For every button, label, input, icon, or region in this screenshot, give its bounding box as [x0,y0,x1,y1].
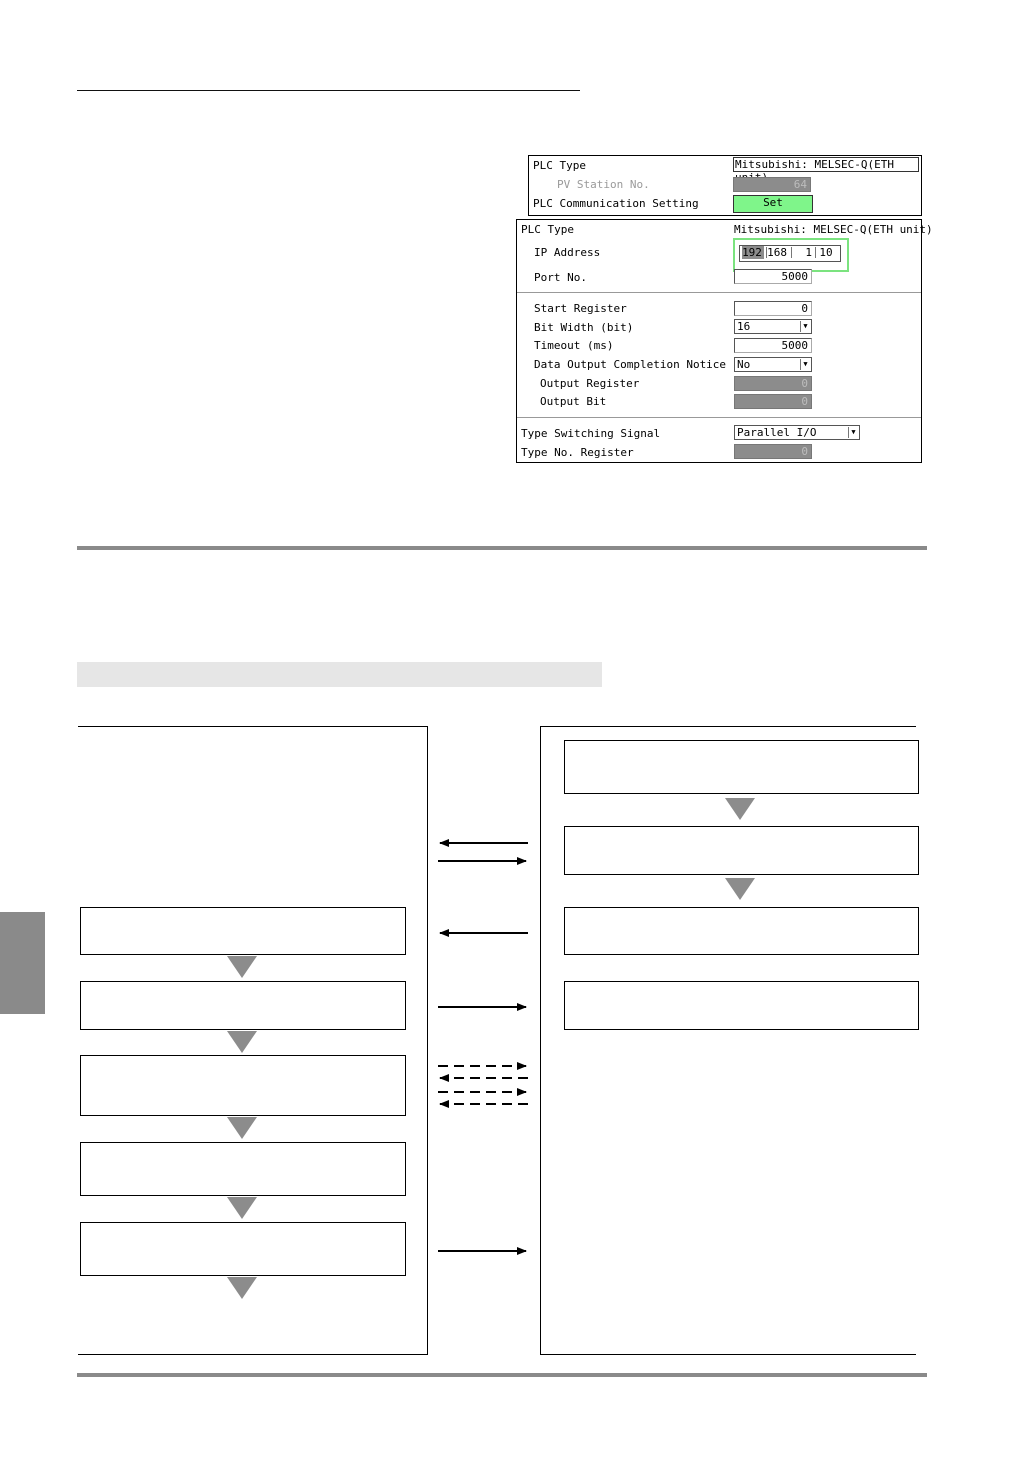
ip-octet-4[interactable]: 10 [819,246,833,259]
section-rule-top [77,546,927,550]
plc-type-value[interactable] [733,157,919,172]
triangle-down-icon [227,956,257,978]
triangle-down-icon [227,1197,257,1219]
timeout-label: Timeout (ms) [534,339,614,352]
start-register-label: Start Register [534,302,627,315]
type-switching-label: Type Switching Signal [521,427,661,440]
plc-type-value-text: Mitsubishi: MELSEC-Q(ETH [735,158,894,171]
flow-step-left-1 [80,907,406,955]
flow-step-right-4 [564,981,919,1030]
pv-station-field: 64 [733,177,811,192]
panel-divider [517,417,921,418]
completion-notice-select[interactable] [734,357,812,372]
flow-step-left-2 [80,981,406,1030]
completion-notice-label: Data Output Completion Notice [534,358,727,371]
subsection-heading-band [77,662,602,687]
flow-step-right-2 [564,826,919,875]
flow-step-left-4 [80,1142,406,1196]
ip-address-focus-frame [733,238,849,272]
triangle-down-icon [725,878,755,900]
output-bit-label: Output Bit [540,395,607,408]
comm-setting-label: PLC Communication Setting [533,197,699,210]
comm-plc-type-value: Mitsubishi: MELSEC-Q(ETH unit) [734,223,933,236]
chapter-side-tab [0,912,45,1014]
section-rule-bottom [77,1373,927,1377]
panel-divider [517,292,921,293]
set-button[interactable]: Set [733,195,813,213]
communication-settings-panel [516,219,933,463]
ip-octet-3[interactable]: 1 [805,246,812,259]
ip-octet-2[interactable]: 168 [767,246,787,259]
flow-step-left-3 [80,1055,406,1116]
flow-arrows [436,830,532,1270]
flow-step-right-3 [564,907,919,955]
bit-width-label: Bit Width (bit) [534,321,634,334]
port-field[interactable]: 5000 [734,269,812,284]
comm-plc-type-label: PLC Type [521,223,574,236]
triangle-down-icon [725,798,755,820]
flow-step-right-1 [564,740,919,794]
timeout-field[interactable]: 5000 [734,338,812,353]
port-label: Port No. [534,271,587,284]
chevron-down-icon[interactable]: ▼ [800,321,810,332]
header-rule [77,90,580,91]
flow-left-top-rule [78,726,428,727]
chevron-down-icon[interactable]: ▼ [848,427,858,438]
type-switching-value: Parallel I/O [737,426,817,439]
bit-width-value: 16 [737,320,751,333]
plc-type-label: PLC Type [533,159,586,172]
type-switching-select[interactable] [734,425,860,440]
output-register-label: Output Register [540,377,640,390]
ip-address-field[interactable] [739,245,841,262]
completion-notice-value: No [737,358,751,371]
pv-station-label: PV Station No. [557,178,650,191]
triangle-down-icon [227,1277,257,1299]
ip-octet-1[interactable]: 192 [742,246,764,259]
flow-right-column [540,726,916,1355]
output-bit-field: 0 [734,394,812,409]
triangle-down-icon [227,1031,257,1053]
plc-settings-panel [528,155,922,216]
triangle-down-icon [227,1117,257,1139]
flow-step-left-5 [80,1222,406,1276]
chevron-down-icon[interactable]: ▼ [800,359,810,370]
ip-address-label: IP Address [534,246,601,259]
output-register-field: 0 [734,376,812,391]
type-no-register-field: 0 [734,444,812,459]
type-no-register-label: Type No. Register [521,446,634,459]
bit-width-select[interactable] [734,319,812,334]
start-register-field[interactable]: 0 [734,301,812,316]
